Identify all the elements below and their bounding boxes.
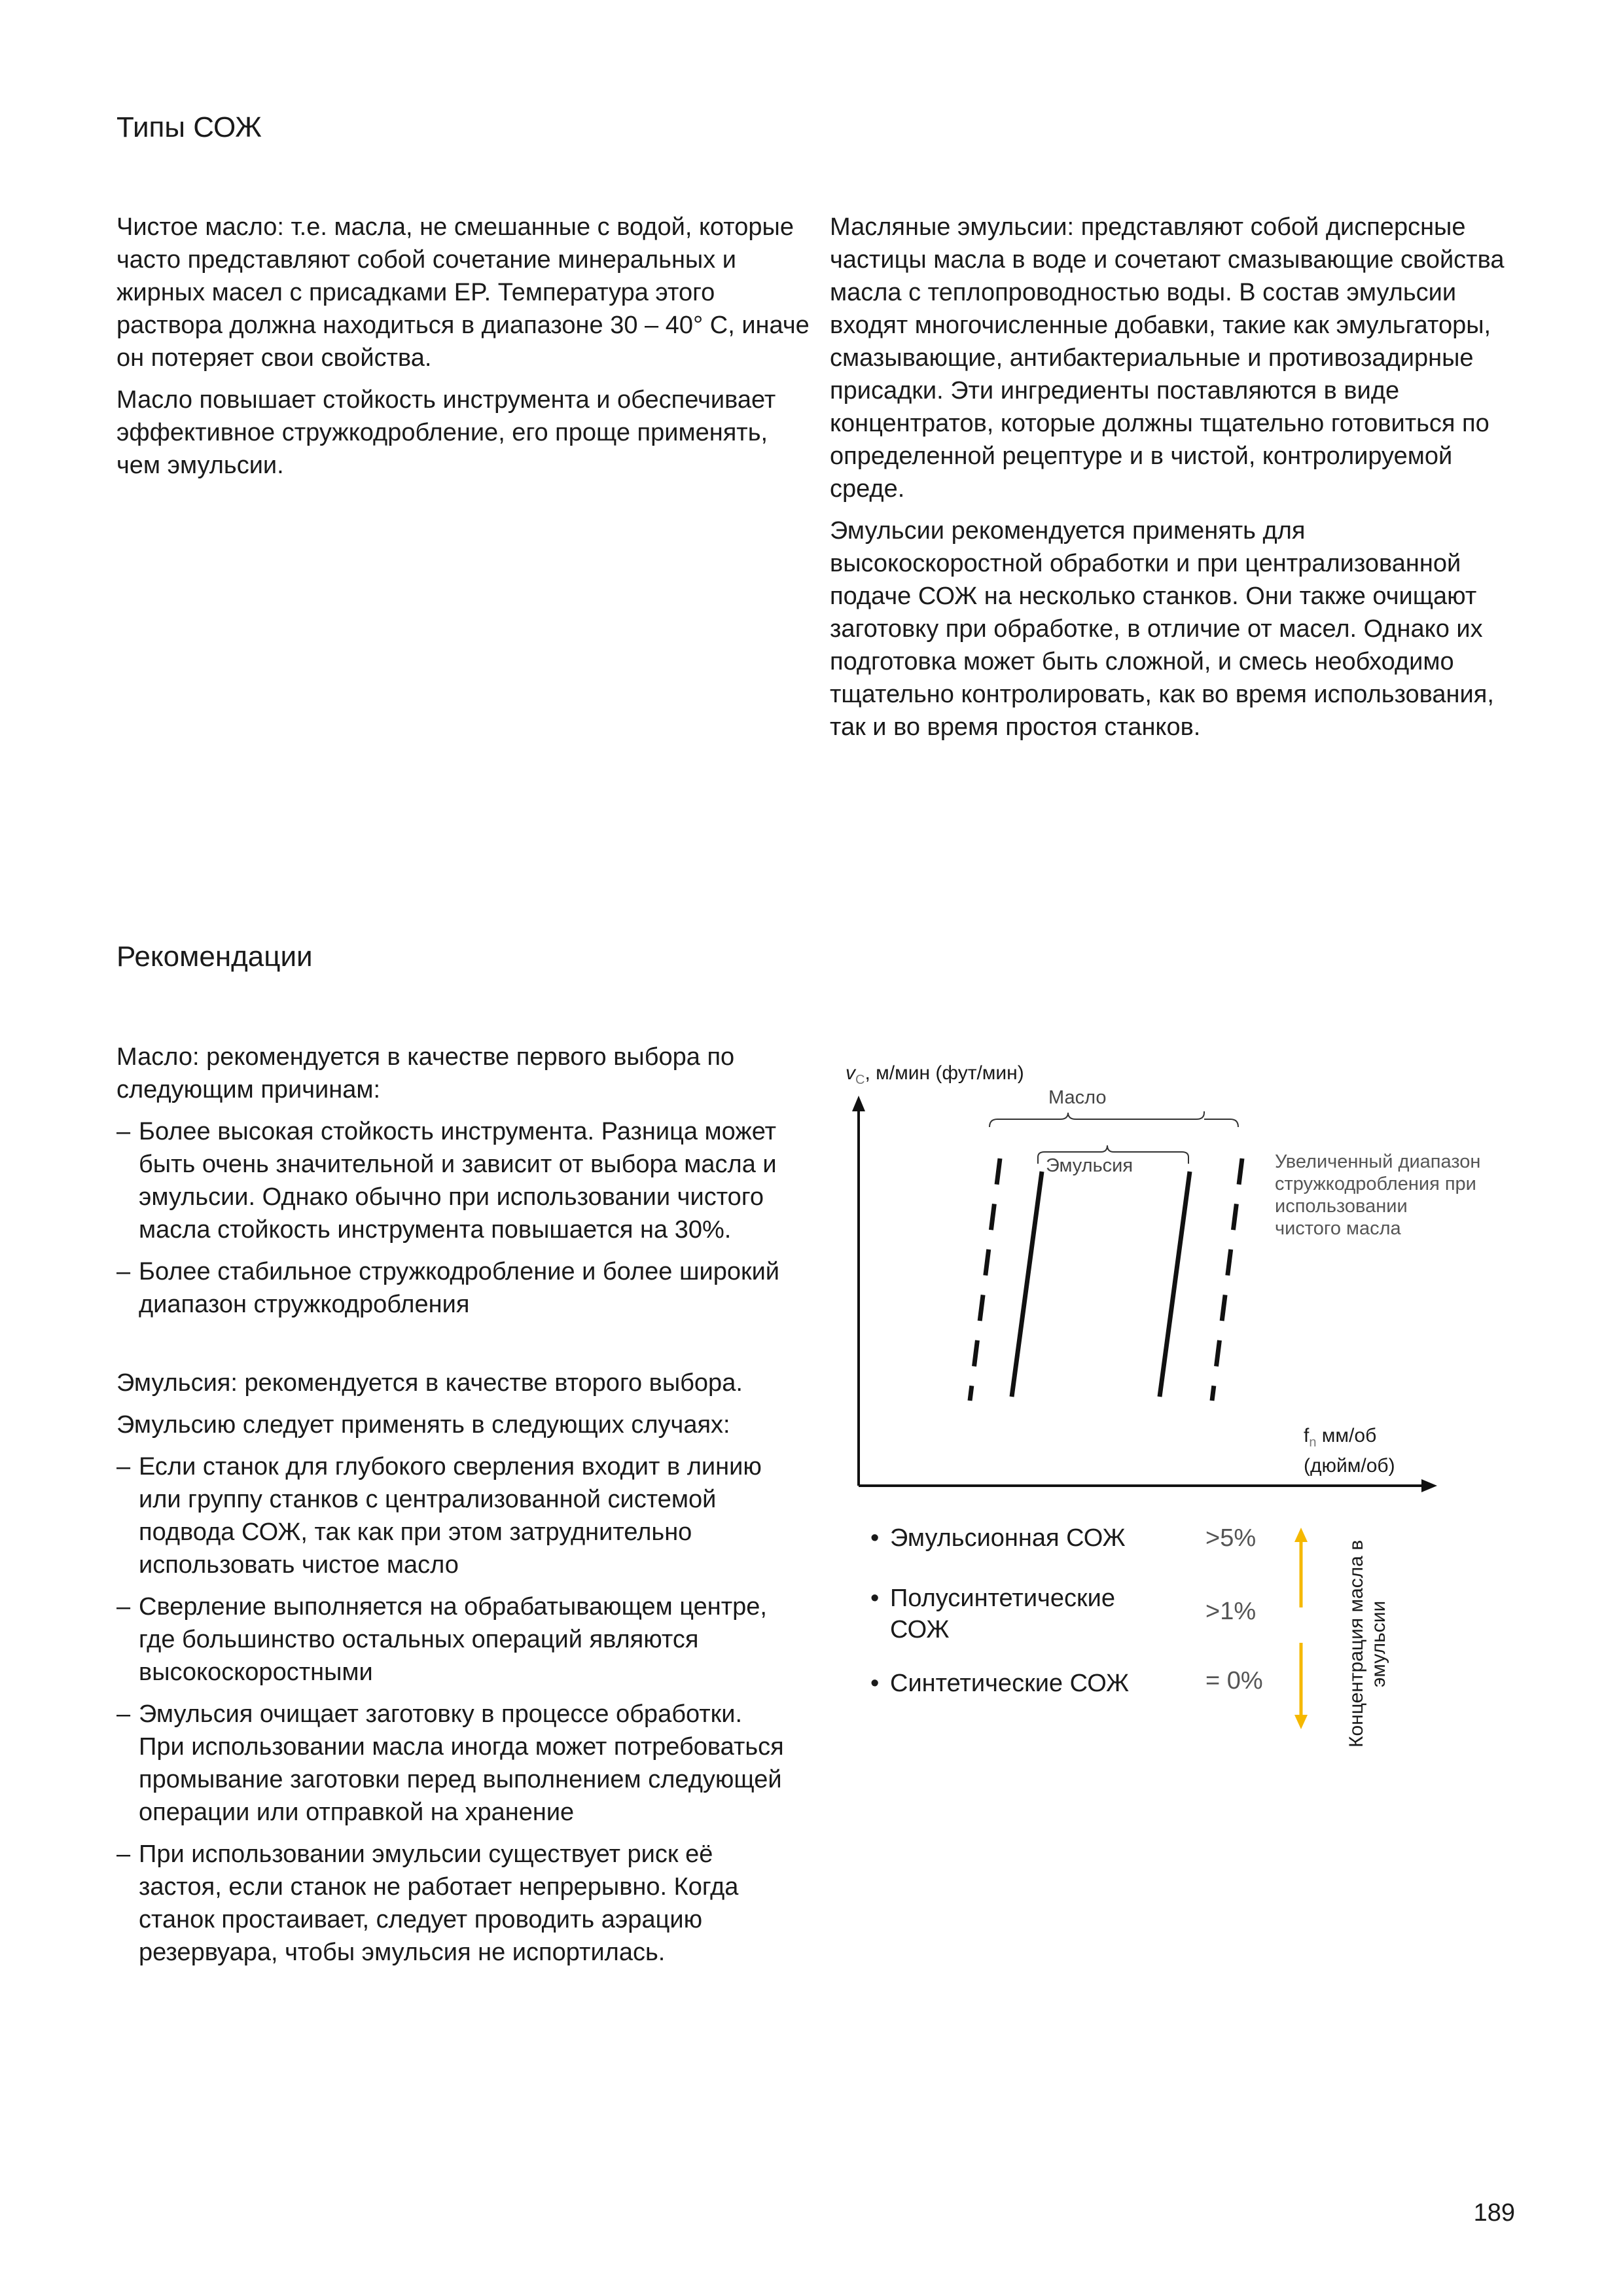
y-axis-arrowhead <box>852 1096 865 1111</box>
list-item: – При использовании эмульсии существует риск её застоя, если станок не работает непрерывно. Когда станок простаивает, следует проводить аэрацию резервуара, чтобы эмульсия не испортилась. <box>116 1840 739 1966</box>
emulsion-cases-list <box>116 1450 791 1969</box>
coolant-synthetic: Синтетические СОЖ <box>890 1670 1130 1697</box>
emulsion-range-left <box>1012 1172 1042 1397</box>
emulsion-cases-intro: Эмульсию следует применять в следующих случаях: <box>116 1411 730 1439</box>
concentration-axis-label: Концентрация масла в эмульсии <box>1346 1539 1389 1748</box>
recommendations-column <box>116 1041 791 1978</box>
list-item: – Если станок для глубокого сверления входит в линию или группу станков с централизованной системой подвода СОЖ, так как при этом затруднительно использовать чистое масло <box>116 1453 762 1579</box>
y-axis-label: $v_C$, м/мин (фут/мин) <box>846 1062 1024 1087</box>
list-item: – Эмульсия очищает заготовку в процессе обработки. При использовании масла иногда может потребоваться промывание заготовки перед выполнением следующей операции или отправкой на хранение <box>116 1700 784 1826</box>
section-title-coolant-types: Типы СОЖ <box>116 111 262 143</box>
x-axis-arrowhead <box>1421 1479 1437 1492</box>
coolant-types-right-column <box>830 211 1510 753</box>
oil-range-right-dashed <box>1212 1158 1242 1401</box>
coolant-semisynthetic-value: >1% <box>1205 1598 1257 1625</box>
concentration-arrowhead-down <box>1294 1715 1308 1729</box>
list-item: – Более стабильное стружкодробление и более широкий диапазон стружкодробления <box>116 1258 780 1318</box>
bullet: • <box>870 1524 880 1552</box>
paragraph-pure-oil: Чистое масло: т.е. масла, не смешанные с водой, которые часто представляют собой сочетание минеральных и жирных масел с присадками EP. Температура этого раствора должна находиться в диапазоне 30 – 40° C, иначе он потеряет свои свойства. <box>116 213 810 372</box>
list-item: – Более высокая стойкость инструмента. Разница может быть очень значительной и зависит от выбора масла и эмульсии. Однако обычно при использовании чистого масла стойкость инструмента повышается на 30%. <box>116 1118 777 1244</box>
bullet: • <box>870 1670 880 1697</box>
emulsion-label: Эмульсия <box>1046 1155 1133 1176</box>
oil-brace <box>990 1111 1238 1127</box>
chip-breaking-diagram <box>838 1054 1558 1761</box>
coolant-emulsion-value: >5% <box>1205 1524 1257 1552</box>
paragraph-emulsion-usage: Эмульсии рекомендуется применять для высокоскоростной обработки и при централизованной подаче СОЖ на несколько станков. Они также очищают заготовку при обработке, в отличие от масел. Однако их подготовка может быть сложной, и смесь необходимо тщательно контролировать, как во время использования, так и во время простоя станков. <box>830 517 1494 741</box>
coolant-semisynthetic: Полусинтетические СОЖ <box>890 1585 1115 1643</box>
bullet: • <box>870 1585 880 1612</box>
coolant-types-left-column <box>116 211 810 491</box>
oil-range-left-dashed <box>970 1158 1000 1401</box>
x-axis-label: $f_n$ мм/об (дюйм/об) <box>1304 1425 1395 1477</box>
page-number: 189 <box>1473 2199 1515 2227</box>
concentration-arrowhead-up <box>1294 1528 1308 1542</box>
paragraph-oil-benefits: Масло повышает стойкость инструмента и обеспечивает эффективное стружкодробление, его проще применять, чем эмульсии. <box>116 386 776 479</box>
list-item: – Сверление выполняется на обрабатывающем центре, где большинство остальных операций являются высокоскоростными <box>116 1593 767 1686</box>
oil-reasons-list <box>116 1115 791 1321</box>
emulsion-intro: Эмульсия: рекомендуется в качестве второго выбора. <box>116 1369 743 1397</box>
section-title-recommendations: Рекомендации <box>116 941 313 973</box>
emulsion-range-right <box>1160 1172 1190 1397</box>
coolant-emulsion: Эмульсионная СОЖ <box>890 1524 1126 1552</box>
coolant-synthetic-value: = 0% <box>1205 1667 1263 1695</box>
paragraph-emulsions: Масляные эмульсии: представляют собой дисперсные частицы масла в воде и сочетают смазывающие свойства масла с теплопроводностью воды. В состав эмульсии входят многочисленные добавки, такие как эмульгаторы, смазывающие, антибактериальные и противозадирные присадки. Эти ингредиенты поставляются в виде концентратов, которые должны тщательно готовиться по определенной рецептуре и в чистой, контролируемой среде. <box>830 213 1505 503</box>
oil-intro: Масло: рекомендуется в качестве первого выбора по следующим причинам: <box>116 1043 735 1103</box>
oil-label: Масло <box>1048 1087 1107 1108</box>
extended-range-note: Увеличенный диапазон стружкодробления при использовании чистого масла <box>1275 1151 1481 1239</box>
